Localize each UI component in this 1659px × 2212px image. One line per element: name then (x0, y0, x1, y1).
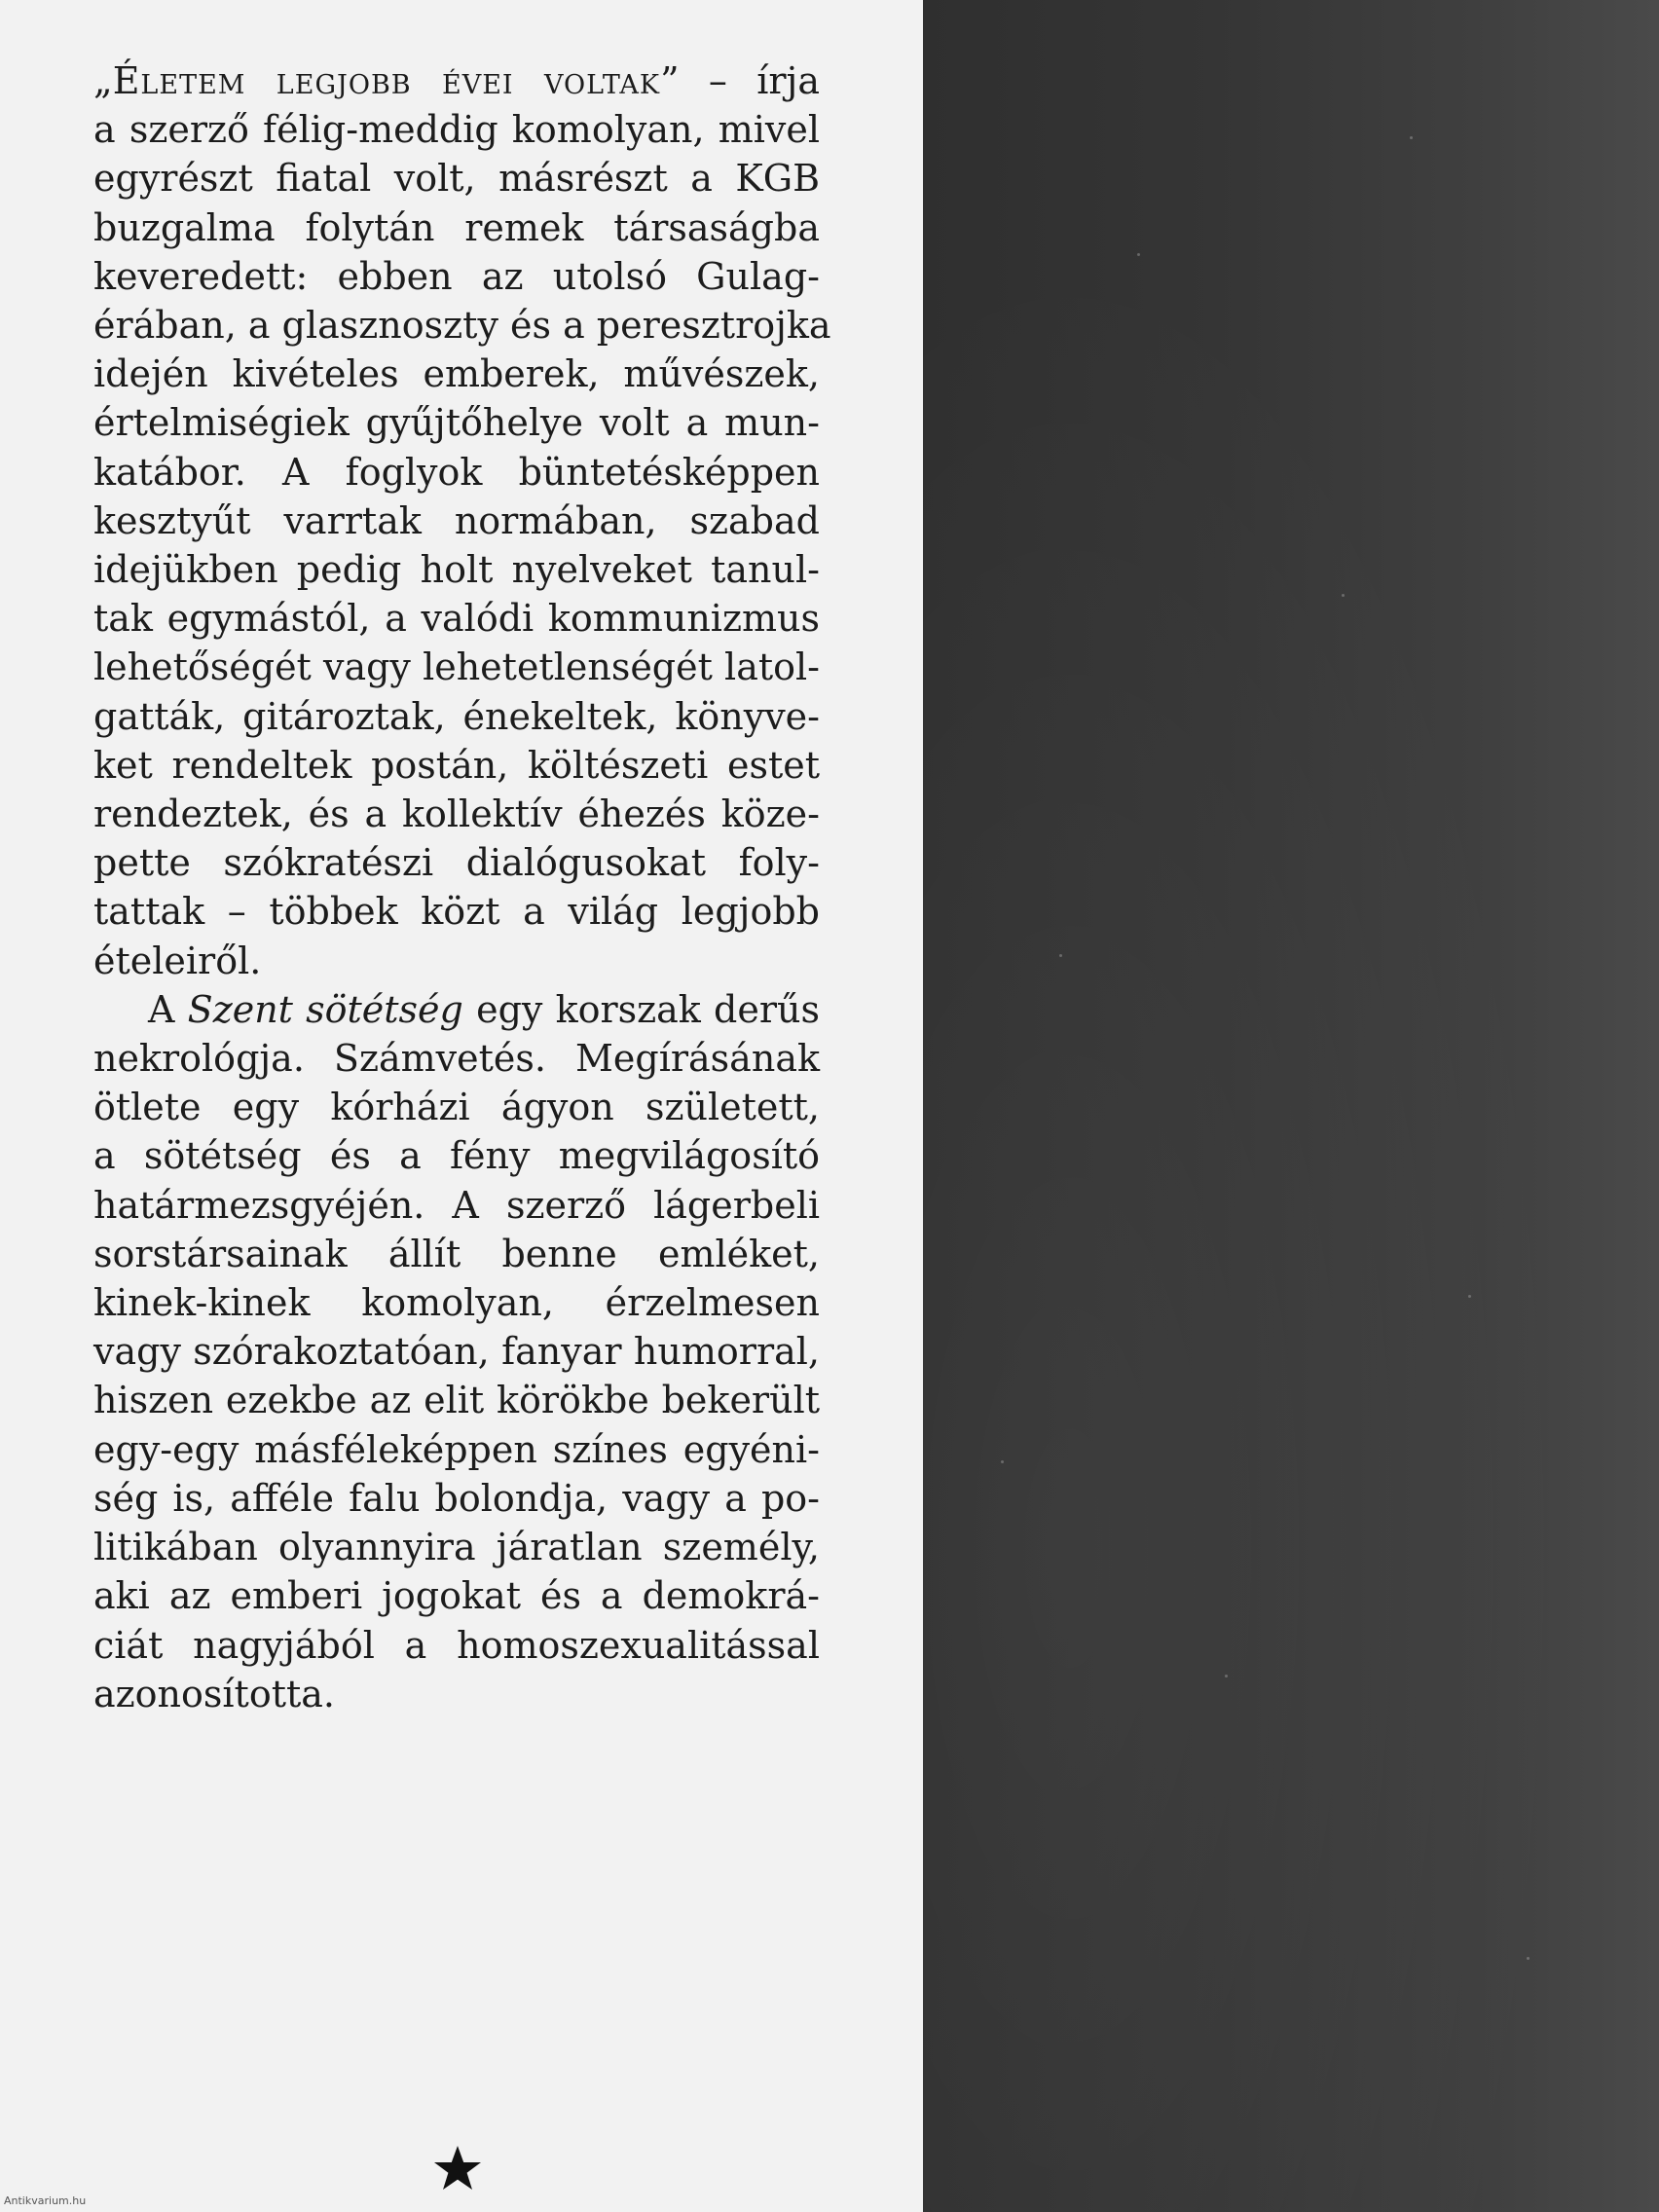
text-line: a sötétség és a fény megvilágosító (93, 1134, 820, 1178)
paragraph-1-first-line (93, 56, 820, 105)
texture-speck (1342, 594, 1345, 597)
text-line: nekrológja. Számvetés. Megírásának (93, 1037, 820, 1081)
text-line: ötlete egy kórházi ágyon született, (93, 1086, 820, 1129)
book-title-italic: Szent sötétség (187, 987, 463, 1031)
texture-speck (1527, 1957, 1530, 1960)
text-line: litikában olyannyira járatlan személy, (93, 1526, 820, 1569)
text-line: határmezsgyéjén. A szerző lágerbeli (93, 1183, 820, 1227)
text-line: tattak – többek közt a világ legjobb (93, 890, 820, 934)
text-line: ség is, afféle falu bolondja, vagy a po- (93, 1476, 820, 1520)
text-line: pette szókratészi dialógusokat foly- (93, 841, 820, 885)
text-line: a szerző félig-meddig komolyan, mivel (93, 108, 820, 152)
text-line: hiszen ezekbe az elit körökbe bekerült (93, 1379, 820, 1422)
paragraph-2-first-line (93, 985, 820, 1034)
texture-speck (1137, 253, 1140, 256)
text-line: katábor. A foglyok büntetésképpen (93, 450, 820, 494)
text-line: rendeztek, és a kollektív éhezés köze- (93, 793, 820, 836)
text-line: azonosította. (93, 1672, 335, 1715)
quoted-title-phrase: Életem legjobb évei voltak (112, 59, 661, 102)
text-line: idején kivételes emberek, művészek, (93, 352, 820, 396)
text-line: ételeiről. (93, 939, 262, 982)
star-icon (432, 2144, 483, 2193)
text-line: egyrészt fiatal volt, másrészt a KGB (93, 157, 820, 201)
opening-quote: „ (93, 59, 113, 102)
texture-speck (1468, 1295, 1471, 1298)
text-line: egy-egy másféleképpen színes egyéni- (93, 1427, 820, 1471)
first-line-suffix: egy korszak derűs (462, 987, 820, 1031)
text-line: gatták, gitároztak, énekeltek, könyve- (93, 694, 820, 738)
dark-textured-panel (923, 0, 1659, 2212)
texture-speck (1410, 136, 1413, 139)
text-line: sorstársainak állít benne emléket, (93, 1232, 820, 1275)
text-line: értelmiségiek gyűjtőhelye volt a mun- (93, 401, 820, 445)
text-line: buzgalma folytán remek társaságba (93, 205, 820, 249)
text-line: kesztyűt varrtak normában, szabad (93, 498, 820, 542)
blurb-text (93, 56, 831, 1718)
text-line: idejükben pedig holt nyelveket tanul- (93, 548, 820, 592)
texture-speck (1225, 1675, 1228, 1677)
texture-speck (1001, 1460, 1004, 1463)
text-line: érában, a glasznoszty és a peresztrojka (93, 304, 831, 348)
text-line: ket rendeltek postán, költészeti estet (93, 743, 820, 787)
text-line: keveredett: ebben az utolsó Gulag- (93, 254, 820, 298)
text-line: lehetőségét vagy lehetetlenségét latol- (93, 645, 820, 689)
watermark-text: Antikvarium.hu (4, 2194, 87, 2207)
closing-quote-rest: ” – írja (660, 59, 820, 102)
text-line: ciát nagyjából a homoszexualitással (93, 1623, 820, 1667)
first-line-prefix: A (148, 987, 188, 1031)
text-line: aki az emberi jogokat és a demokrá- (93, 1574, 820, 1618)
text-line: kinek-kinek komolyan, érzelmesen (93, 1281, 820, 1325)
text-line: tak egymástól, a valódi kommunizmus (93, 597, 820, 641)
texture-speck (1059, 954, 1062, 957)
paragraph-2 (93, 985, 820, 1718)
paragraph-1 (93, 56, 831, 985)
text-line: vagy szórakoztatóan, fanyar humorral, (93, 1330, 820, 1374)
